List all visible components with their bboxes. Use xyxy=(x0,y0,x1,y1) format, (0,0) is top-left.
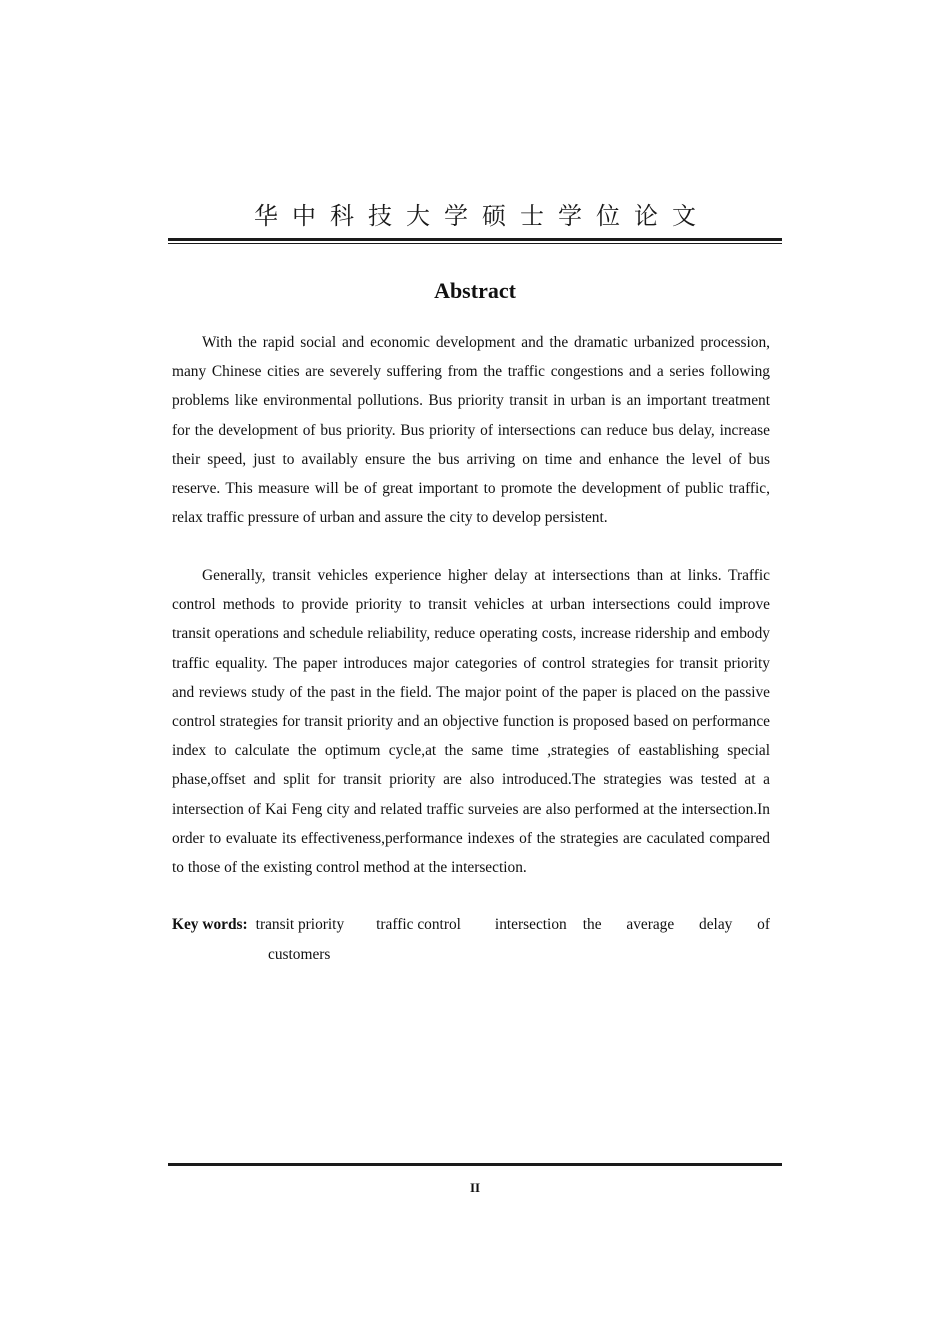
keywords-continuation: customers xyxy=(268,946,331,963)
abstract-paragraph: With the rapid social and economic development and the dramatic urbanized procession, many Chinese cities are severely suffering from the traffic congestions and a series following problems like environmental pollutions. Bus priority transit in urban is an important treatment for the development of bus priority. Bus priority of intersections can reduce bus delay, increase their speed, just to availably ensure the bus arriving on time and enhance the level of bus reserve. This measure will be of great important to promote the development of public traffic, relax traffic pressure of urban and assure the city to develop persistent. xyxy=(172,334,770,527)
keyword-item: transit priority xyxy=(255,916,345,933)
footer-rule xyxy=(168,1163,782,1166)
university-thesis-header: 华中科技大学硕士学位论文 xyxy=(254,202,710,230)
keyword-item: the average delay of xyxy=(582,916,770,933)
keyword-item: intersection xyxy=(494,916,567,933)
keywords-row xyxy=(172,910,770,940)
abstract-paragraph-1-block xyxy=(172,328,770,532)
keyword-item: traffic control xyxy=(376,916,461,933)
keywords-label: Key words: xyxy=(172,916,248,933)
abstract-heading: Abstract xyxy=(434,278,516,303)
header-rule-thick xyxy=(168,238,782,241)
abstract-paragraph: Generally, transit vehicles experience higher delay at intersections than at links. Traffic control methods to provide priority to transit vehicles at urban intersections could improve transit operations and schedule reliability, reduce operating costs, increase ridership and embody traffic equality. The paper introduces major categories of control strategies for transit priority and reviews study of the past in the field. The major point of the paper is placed on the passive control strategies for transit priority and an objective function is proposed based on performance index to calculate the optimum cycle,at the same time ,strategies of eastablishing special phase,offset and split for transit priority are also introduced.The strategies was tested at a intersection of Kai Feng city and related traffic surveies are also performed at the intersection.In order to evaluate its effectiveness,performance indexes of the strategies are caculated compared to those of the existing control method at the intersection. xyxy=(172,567,770,877)
keywords-section xyxy=(172,910,770,970)
page-number: II xyxy=(469,1180,481,1195)
abstract-paragraph-2-block xyxy=(172,561,770,882)
header-rule-thin xyxy=(168,243,782,244)
